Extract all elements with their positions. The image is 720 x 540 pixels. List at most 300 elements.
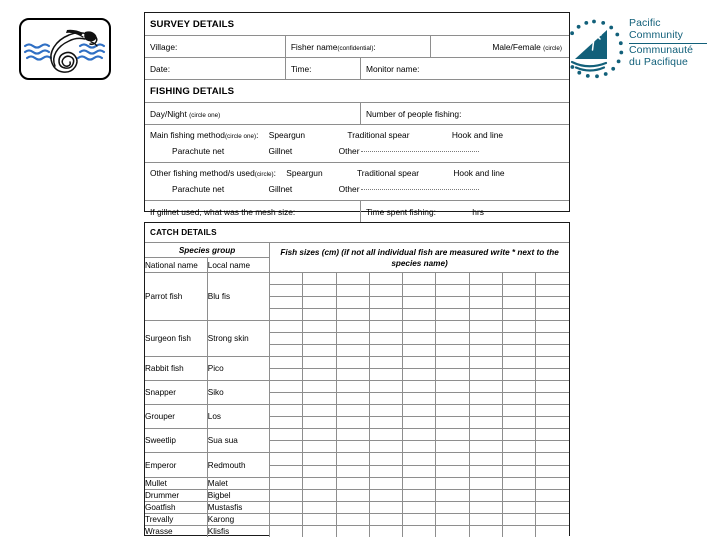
fish-size-cell[interactable] xyxy=(303,525,336,537)
main-method-line1 xyxy=(150,128,569,144)
fish-size-cell[interactable] xyxy=(303,477,336,489)
fish-size-cell[interactable] xyxy=(469,525,502,537)
fish-size-cell[interactable] xyxy=(336,441,369,453)
fish-size-cell[interactable] xyxy=(270,381,303,393)
fish-size-cell[interactable] xyxy=(502,417,535,429)
time-label: Time: xyxy=(290,63,312,74)
fish-size-cell[interactable] xyxy=(336,273,369,285)
catch-table-body xyxy=(145,273,569,538)
sail-shape xyxy=(575,30,607,59)
fish-size-cell[interactable] xyxy=(536,501,569,513)
fish-size-cell[interactable] xyxy=(536,489,569,501)
fish-size-cell[interactable] xyxy=(336,357,369,369)
fish-size-cell[interactable] xyxy=(403,477,436,489)
fish-size-cell[interactable] xyxy=(270,321,303,333)
fish-size-cell[interactable] xyxy=(270,369,303,381)
fish-size-cell[interactable] xyxy=(536,297,569,309)
fish-size-cell[interactable] xyxy=(502,501,535,513)
fish-size-cell[interactable] xyxy=(436,477,469,489)
fish-size-cell[interactable] xyxy=(436,357,469,369)
fisher-name-label: Fisher name xyxy=(290,41,338,52)
catch-row xyxy=(145,273,569,285)
fish-size-cell[interactable] xyxy=(303,489,336,501)
sex-label: Male/Female xyxy=(492,41,541,52)
mesh-size-label: If gillnet used, what was the mesh size: xyxy=(150,206,296,217)
fish-size-cell[interactable] xyxy=(502,405,535,417)
daynight-row xyxy=(145,103,569,125)
fish-size-cell[interactable] xyxy=(403,405,436,417)
fish-size-cell[interactable] xyxy=(303,405,336,417)
fish-size-cell[interactable] xyxy=(403,525,436,537)
hull-waves xyxy=(572,62,606,71)
fish-size-cell[interactable] xyxy=(270,393,303,405)
catch-row xyxy=(145,525,569,537)
species-local-name: Redmouth xyxy=(207,453,269,477)
species-local-name: Klisfis xyxy=(207,525,269,537)
fish-size-cell[interactable] xyxy=(270,525,303,537)
fish-size-cell[interactable] xyxy=(502,309,535,321)
fish-size-cell[interactable] xyxy=(436,441,469,453)
fish-size-cell[interactable] xyxy=(303,429,336,441)
fish-size-cell[interactable] xyxy=(536,513,569,525)
fish-size-cell[interactable] xyxy=(469,393,502,405)
fish-size-cell[interactable] xyxy=(270,297,303,309)
fish-size-cell[interactable] xyxy=(369,477,402,489)
fish-size-cell[interactable] xyxy=(436,405,469,417)
fish-size-cell[interactable] xyxy=(502,513,535,525)
species-national-name: Grouper xyxy=(145,405,207,429)
day-night-field[interactable] xyxy=(145,103,360,125)
fish-size-cell[interactable] xyxy=(369,393,402,405)
catch-section-header-row xyxy=(145,223,569,243)
coiled-eel-logo xyxy=(19,18,111,80)
fish-size-cell[interactable] xyxy=(436,333,469,345)
other-other-write-in[interactable] xyxy=(361,189,479,190)
mesh-time-row xyxy=(145,201,569,223)
fish-size-cell[interactable] xyxy=(469,477,502,489)
fish-size-cell[interactable] xyxy=(536,309,569,321)
sex-field[interactable] xyxy=(431,36,569,58)
fish-size-cell[interactable] xyxy=(469,273,502,285)
other-method-row xyxy=(145,163,569,201)
fish-size-cell[interactable] xyxy=(469,501,502,513)
fish-size-cell[interactable] xyxy=(469,381,502,393)
fishing-section-header-row xyxy=(145,80,569,103)
fish-size-cell[interactable] xyxy=(303,465,336,477)
species-local-name: Siko xyxy=(207,381,269,405)
fish-size-cell[interactable] xyxy=(303,381,336,393)
species-group-header: Species group xyxy=(145,243,270,258)
fish-size-cell[interactable] xyxy=(403,501,436,513)
fish-size-cell[interactable] xyxy=(336,405,369,417)
fish-size-cell[interactable] xyxy=(270,429,303,441)
fish-size-cell[interactable] xyxy=(502,525,535,537)
fish-size-cell[interactable] xyxy=(469,357,502,369)
fish-size-cell[interactable] xyxy=(303,333,336,345)
other-opt-gillnet[interactable]: Gillnet xyxy=(268,184,293,194)
fish-size-cell[interactable] xyxy=(303,357,336,369)
fish-size-cell[interactable] xyxy=(403,417,436,429)
survey-and-fishing-details-form xyxy=(144,12,570,217)
fish-size-cell[interactable] xyxy=(536,333,569,345)
fish-size-cell[interactable] xyxy=(336,417,369,429)
fish-size-cell[interactable] xyxy=(369,417,402,429)
spc-emblem-icon xyxy=(563,18,625,80)
main-opt-other[interactable]: Other xyxy=(338,146,360,156)
fish-size-cell[interactable] xyxy=(369,405,402,417)
fish-size-cell[interactable] xyxy=(403,345,436,357)
fish-size-cell[interactable] xyxy=(403,285,436,297)
fish-size-cell[interactable] xyxy=(270,501,303,513)
species-local-name: Strong skin xyxy=(207,321,269,357)
fish-size-cell[interactable] xyxy=(303,321,336,333)
fish-size-cell[interactable] xyxy=(369,489,402,501)
fish-size-cell[interactable] xyxy=(436,297,469,309)
fish-size-cell[interactable] xyxy=(369,321,402,333)
main-method-row xyxy=(145,125,569,163)
fish-size-cell[interactable] xyxy=(403,357,436,369)
fish-size-cell[interactable] xyxy=(469,333,502,345)
village-field[interactable] xyxy=(145,36,285,58)
fish-size-cell[interactable] xyxy=(336,489,369,501)
other-method-note: (circle) xyxy=(254,171,274,178)
fish-size-cell[interactable] xyxy=(303,501,336,513)
fish-size-cell[interactable] xyxy=(303,345,336,357)
fish-size-cell[interactable] xyxy=(270,333,303,345)
fish-size-cell[interactable] xyxy=(303,417,336,429)
fish-size-cell[interactable] xyxy=(502,453,535,465)
species-local-name: Blu fis xyxy=(207,273,269,321)
other-opt-speargun[interactable]: Speargun xyxy=(286,168,323,178)
main-method-line2 xyxy=(150,144,569,159)
fish-size-cell[interactable] xyxy=(336,429,369,441)
fish-size-cell[interactable] xyxy=(436,285,469,297)
fish-size-cell[interactable] xyxy=(403,465,436,477)
catch-group-header-row xyxy=(145,243,569,258)
catch-row xyxy=(145,429,569,441)
other-method-label: Other fishing method/s used xyxy=(150,168,255,178)
fish-size-cell[interactable] xyxy=(303,309,336,321)
fish-size-cell[interactable] xyxy=(270,453,303,465)
fish-size-cell[interactable] xyxy=(336,453,369,465)
fish-size-cell[interactable] xyxy=(436,513,469,525)
fish-size-cell[interactable] xyxy=(369,285,402,297)
catch-row xyxy=(145,405,569,417)
fish-size-cell[interactable] xyxy=(369,345,402,357)
fish-size-cell[interactable] xyxy=(403,489,436,501)
fisher-name-field[interactable] xyxy=(285,36,430,58)
fish-size-cell[interactable] xyxy=(469,441,502,453)
fish-size-cell[interactable] xyxy=(336,477,369,489)
fish-size-cell[interactable] xyxy=(369,333,402,345)
fish-size-cell[interactable] xyxy=(369,369,402,381)
main-opt-gillnet[interactable]: Gillnet xyxy=(268,146,293,156)
hours-unit-label: hrs xyxy=(472,206,484,217)
species-local-name: Bigbel xyxy=(207,489,269,501)
other-opt-other[interactable]: Other xyxy=(338,184,360,194)
fish-size-cell[interactable] xyxy=(270,345,303,357)
fish-size-cell[interactable] xyxy=(536,381,569,393)
survey-details-table xyxy=(145,13,569,222)
fish-size-cell[interactable] xyxy=(336,297,369,309)
other-opt-hook-and-line[interactable]: Hook and line xyxy=(453,168,505,178)
other-method-colon: : xyxy=(273,168,276,178)
day-night-note: (circle one) xyxy=(189,111,221,119)
species-local-name: Mustasfis xyxy=(207,501,269,513)
fish-size-cell[interactable] xyxy=(369,381,402,393)
fish-size-cell[interactable] xyxy=(270,441,303,453)
species-national-name: Sweetlip xyxy=(145,429,207,453)
fish-size-cell[interactable] xyxy=(403,297,436,309)
fish-size-cell[interactable] xyxy=(536,465,569,477)
main-opt-speargun[interactable]: Speargun xyxy=(268,130,306,140)
catch-row xyxy=(145,513,569,525)
fish-size-cell[interactable] xyxy=(502,465,535,477)
main-other-write-in[interactable] xyxy=(361,151,479,152)
fish-size-cell[interactable] xyxy=(336,333,369,345)
species-national-name: Rabbit fish xyxy=(145,357,207,381)
fish-size-cell[interactable] xyxy=(403,321,436,333)
main-opt-parachute-net[interactable]: Parachute net xyxy=(172,146,225,156)
fish-size-cell[interactable] xyxy=(436,381,469,393)
village-label: Village: xyxy=(150,41,178,52)
species-local-name: Sua sua xyxy=(207,429,269,453)
fish-size-cell[interactable] xyxy=(336,285,369,297)
mesh-size-field[interactable] xyxy=(145,201,360,223)
species-national-name: Surgeon fish xyxy=(145,321,207,357)
fish-size-cell[interactable] xyxy=(403,273,436,285)
catch-row xyxy=(145,501,569,513)
fish-size-cell[interactable] xyxy=(336,525,369,537)
fish-size-cell[interactable] xyxy=(270,273,303,285)
fish-size-cell[interactable] xyxy=(469,417,502,429)
fish-size-cell[interactable] xyxy=(303,441,336,453)
main-method-label: Main fishing method xyxy=(150,130,225,140)
fish-size-cell[interactable] xyxy=(369,429,402,441)
species-national-name: Drummer xyxy=(145,489,207,501)
species-national-name: Goatfish xyxy=(145,501,207,513)
date-field[interactable] xyxy=(145,58,285,80)
main-opt-traditional-spear[interactable]: Traditional spear xyxy=(347,130,410,140)
fish-size-cell[interactable] xyxy=(436,345,469,357)
fish-size-cell[interactable] xyxy=(436,453,469,465)
other-opt-traditional-spear[interactable]: Traditional spear xyxy=(356,168,420,178)
fisher-name-note: (confidential) xyxy=(337,44,374,52)
fish-size-cell[interactable] xyxy=(270,465,303,477)
fish-size-cell[interactable] xyxy=(469,513,502,525)
fish-size-cell[interactable] xyxy=(436,417,469,429)
main-fishing-method-field[interactable] xyxy=(145,125,569,163)
fish-size-cell[interactable] xyxy=(336,309,369,321)
fish-size-cell[interactable] xyxy=(502,477,535,489)
fish-size-cell[interactable] xyxy=(369,501,402,513)
fish-size-cell[interactable] xyxy=(536,357,569,369)
fish-size-cell[interactable] xyxy=(436,321,469,333)
fish-size-cell[interactable] xyxy=(369,513,402,525)
fish-size-cell[interactable] xyxy=(369,465,402,477)
fish-size-cell[interactable] xyxy=(502,441,535,453)
fish-size-cell[interactable] xyxy=(403,513,436,525)
fish-size-cell[interactable] xyxy=(369,309,402,321)
fish-size-cell[interactable] xyxy=(436,429,469,441)
local-name-header: Local name xyxy=(207,258,269,273)
date-row xyxy=(145,58,569,80)
day-night-label: Day/Night xyxy=(150,108,187,119)
fish-size-cell[interactable] xyxy=(436,309,469,321)
fish-size-cell[interactable] xyxy=(303,393,336,405)
fish-size-cell[interactable] xyxy=(502,297,535,309)
fish-size-cell[interactable] xyxy=(502,369,535,381)
catch-row xyxy=(145,357,569,369)
fish-size-cell[interactable] xyxy=(403,453,436,465)
fish-size-cell[interactable] xyxy=(502,321,535,333)
fish-size-cell[interactable] xyxy=(403,309,436,321)
fish-size-cell[interactable] xyxy=(270,489,303,501)
fish-size-cell[interactable] xyxy=(436,273,469,285)
fish-size-cell[interactable] xyxy=(336,393,369,405)
time-field[interactable] xyxy=(285,58,360,80)
fish-size-cell[interactable] xyxy=(536,345,569,357)
fish-size-cell[interactable] xyxy=(303,513,336,525)
monitor-name-label: Monitor name: xyxy=(365,63,420,74)
fish-sizes-header: Fish sizes (cm) (if not all individual fish are measured write * next to the species name) xyxy=(270,243,569,273)
fish-size-cell[interactable] xyxy=(502,333,535,345)
fish-size-cell[interactable] xyxy=(336,465,369,477)
fish-size-cell[interactable] xyxy=(369,453,402,465)
fish-size-cell[interactable] xyxy=(369,441,402,453)
species-national-name: Trevally xyxy=(145,513,207,525)
fish-size-cell[interactable] xyxy=(436,525,469,537)
fish-size-cell[interactable] xyxy=(270,477,303,489)
fish-size-cell[interactable] xyxy=(403,441,436,453)
main-opt-hook-and-line[interactable]: Hook and line xyxy=(451,130,504,140)
fish-size-cell[interactable] xyxy=(469,465,502,477)
fish-size-cell[interactable] xyxy=(469,321,502,333)
fish-size-cell[interactable] xyxy=(536,477,569,489)
fish-size-cell[interactable] xyxy=(303,273,336,285)
fish-size-cell[interactable] xyxy=(502,285,535,297)
fish-size-cell[interactable] xyxy=(536,453,569,465)
fish-size-cell[interactable] xyxy=(469,489,502,501)
pacific-community-logo xyxy=(563,16,708,84)
other-opt-parachute-net[interactable]: Parachute net xyxy=(172,184,225,194)
fish-size-cell[interactable] xyxy=(303,369,336,381)
fish-size-cell[interactable] xyxy=(336,513,369,525)
fish-size-cell[interactable] xyxy=(536,321,569,333)
fish-size-cell[interactable] xyxy=(436,465,469,477)
fish-size-cell[interactable] xyxy=(336,501,369,513)
fish-size-cell[interactable] xyxy=(403,369,436,381)
sex-note: (circle) xyxy=(543,44,562,52)
fish-size-cell[interactable] xyxy=(469,429,502,441)
fish-size-cell[interactable] xyxy=(469,453,502,465)
fish-size-cell[interactable] xyxy=(536,525,569,537)
wave-lines-left xyxy=(25,44,51,59)
species-national-name: Mullet xyxy=(145,477,207,489)
fish-size-cell[interactable] xyxy=(502,489,535,501)
wave-lines-right xyxy=(78,44,104,59)
survey-section-title: SURVEY DETAILS xyxy=(145,13,569,36)
people-count-field[interactable] xyxy=(360,103,569,125)
time-spent-label: Time spent fishing: xyxy=(365,206,436,217)
species-local-name: Los xyxy=(207,405,269,429)
species-local-name: Karong xyxy=(207,513,269,525)
fish-size-cell[interactable] xyxy=(403,381,436,393)
fish-size-cell[interactable] xyxy=(270,405,303,417)
fish-size-cell[interactable] xyxy=(436,369,469,381)
fish-size-cell[interactable] xyxy=(403,333,436,345)
fish-size-cell[interactable] xyxy=(502,381,535,393)
fish-size-cell[interactable] xyxy=(369,525,402,537)
fish-size-cell[interactable] xyxy=(336,321,369,333)
fishing-section-title: FISHING DETAILS xyxy=(145,80,569,103)
fish-size-cell[interactable] xyxy=(270,513,303,525)
fish-size-cell[interactable] xyxy=(303,453,336,465)
species-national-name: Parrot fish xyxy=(145,273,207,321)
fish-size-cell[interactable] xyxy=(270,309,303,321)
fish-size-cell[interactable] xyxy=(270,357,303,369)
fish-size-cell[interactable] xyxy=(536,417,569,429)
fish-size-cell[interactable] xyxy=(536,369,569,381)
fish-size-cell[interactable] xyxy=(536,393,569,405)
fish-size-cell[interactable] xyxy=(403,429,436,441)
fish-size-cell[interactable] xyxy=(536,285,569,297)
fish-size-cell[interactable] xyxy=(536,405,569,417)
fish-size-cell[interactable] xyxy=(303,285,336,297)
fish-size-cell[interactable] xyxy=(436,393,469,405)
fish-size-cell[interactable] xyxy=(536,273,569,285)
fish-size-cell[interactable] xyxy=(403,393,436,405)
fish-size-cell[interactable] xyxy=(502,393,535,405)
fish-size-cell[interactable] xyxy=(536,429,569,441)
spc-line-du-pacifique: du Pacifique xyxy=(629,55,688,68)
fish-size-cell[interactable] xyxy=(502,273,535,285)
catch-row xyxy=(145,489,569,501)
fish-size-cell[interactable] xyxy=(469,309,502,321)
species-local-name: Pico xyxy=(207,357,269,381)
fish-size-cell[interactable] xyxy=(469,285,502,297)
fish-size-cell[interactable] xyxy=(336,345,369,357)
fish-size-cell[interactable] xyxy=(469,297,502,309)
fish-size-cell[interactable] xyxy=(502,357,535,369)
fish-size-cell[interactable] xyxy=(369,273,402,285)
other-fishing-method-field[interactable] xyxy=(145,163,569,201)
time-spent-field[interactable] xyxy=(360,201,569,223)
monitor-name-field[interactable] xyxy=(360,58,569,80)
fish-size-cell[interactable] xyxy=(502,345,535,357)
catch-row xyxy=(145,453,569,465)
fish-size-cell[interactable] xyxy=(469,405,502,417)
fish-size-cell[interactable] xyxy=(436,489,469,501)
fish-size-cell[interactable] xyxy=(469,369,502,381)
species-national-name: Snapper xyxy=(145,381,207,405)
fish-size-cell[interactable] xyxy=(536,441,569,453)
fish-size-cell[interactable] xyxy=(336,369,369,381)
fish-size-cell[interactable] xyxy=(270,285,303,297)
catch-details-table xyxy=(145,223,569,537)
survey-section-header-row xyxy=(145,13,569,36)
fish-size-cell[interactable] xyxy=(469,345,502,357)
fish-size-cell[interactable] xyxy=(436,501,469,513)
fish-size-cell[interactable] xyxy=(502,429,535,441)
fish-size-cell[interactable] xyxy=(336,381,369,393)
village-row xyxy=(145,36,569,58)
fish-size-cell[interactable] xyxy=(303,297,336,309)
other-method-line2 xyxy=(150,182,569,197)
fish-size-cell[interactable] xyxy=(369,357,402,369)
fish-size-cell[interactable] xyxy=(270,417,303,429)
fish-size-cell[interactable] xyxy=(369,297,402,309)
